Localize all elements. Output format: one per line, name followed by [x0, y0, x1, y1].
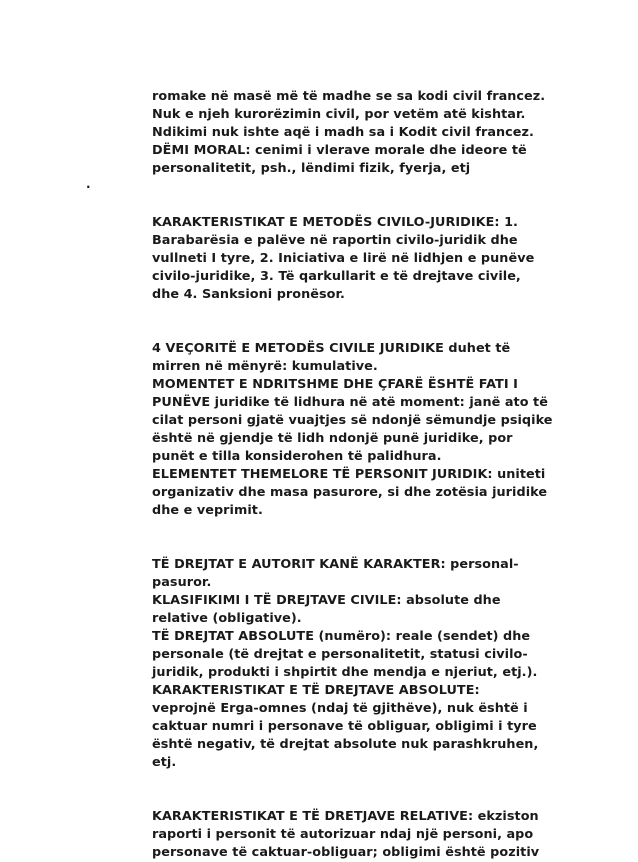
text-line: është negativ, të drejtat absolute nuk parashkruhen, — [152, 737, 539, 752]
paragraph-3 — [152, 340, 552, 520]
text-line: personale (të drejtat e personalitetit, statusi civilo- — [152, 647, 528, 662]
text-line: raporti i personit të autorizuar ndaj një personi, apo — [152, 827, 534, 842]
paragraph-4 — [152, 556, 552, 772]
text-line: personalitetit, psh., lëndimi fizik, fyerja, etj — [152, 161, 471, 176]
text-line: punët e tilla konsiderohen të palidhura. — [152, 449, 442, 464]
text-line: veprojnë Erga-omnes (ndaj të gjithëve), nuk është i — [152, 701, 528, 716]
text-line: TË DREJTAT E AUTORIT KANË KARAKTER: personal- — [152, 557, 519, 572]
text-line: juridik, produkti i shpirtit dhe mendja e njeriut, etj.). — [152, 665, 538, 680]
text-line: KLASIFIKIMI I TË DREJTAVE CIVILE: absolute dhe — [152, 593, 501, 608]
document-body — [152, 88, 552, 862]
paragraph-5 — [152, 808, 552, 862]
text-line: ELEMENTET THEMELORE TË PERSONIT JURIDIK: uniteti — [152, 467, 546, 482]
text-line: personave të caktuar-obliguar; obligimi është pozitiv — [152, 845, 540, 860]
text-line: KARAKTERISTIKAT E METODËS CIVILO-JURIDIKE: 1. — [152, 215, 518, 230]
text-line: dhe 4. Sanksioni pronësor. — [152, 287, 345, 302]
paragraph-1 — [152, 88, 552, 178]
text-line: etj. — [152, 755, 177, 770]
text-line: organizativ dhe masa pasurore, si dhe zotësia juridike — [152, 485, 548, 500]
paragraph-spacer — [152, 304, 552, 340]
text-line: Ndikimi nuk ishte aqë i madh sa i Kodit civil francez. — [152, 125, 534, 140]
text-line: vullneti I tyre, 2. Iniciativa e lirë në lidhjen e punëve — [152, 251, 535, 266]
text-line: civilo-juridike, 3. Të qarkullarit e të drejtave civile, — [152, 269, 521, 284]
text-line: KARAKTERISTIKAT E TË DREJTAVE ABSOLUTE: — [152, 683, 480, 698]
text-line: Barabarësia e palëve në raportin civilo-juridik dhe — [152, 233, 518, 248]
text-line: caktuar numri i personave të obliguar, obligimi i tyre — [152, 719, 537, 734]
paragraph-spacer — [152, 772, 552, 808]
paragraph-spacer — [152, 520, 552, 556]
text-line: pasuror. — [152, 575, 212, 590]
paragraph-spacer — [152, 178, 552, 214]
paragraph-2 — [152, 214, 552, 304]
text-line: PUNËVE juridike të lidhura në atë moment: janë ato të — [152, 395, 548, 410]
text-line: romake në masë më të madhe se sa kodi civil francez. — [152, 89, 546, 104]
text-line: dhe e veprimit. — [152, 503, 263, 518]
text-line: është në gjendje të lidh ndonjë punë juridike, por — [152, 431, 513, 446]
text-line: Nuk e njeh kurorëzimin civil, por vetëm atë kishtar. — [152, 107, 526, 122]
margin-dot-marker: · — [86, 180, 91, 194]
text-line: cilat personi gjatë vuajtjes së ndonjë sëmundje psiqike — [152, 413, 553, 428]
text-line: relative (obligative). — [152, 611, 302, 626]
text-line: 4 VEÇORITË E METODËS CIVILE JURIDIKE duhet të — [152, 341, 511, 356]
text-line: MOMENTET E NDRITSHME DHE ÇFARË ËSHTË FATI I — [152, 377, 518, 392]
text-line: mirren në mënyrë: kumulative. — [152, 359, 378, 374]
text-line: TË DREJTAT ABSOLUTE (numëro): reale (sendet) dhe — [152, 629, 531, 644]
text-line: KARAKTERISTIKAT E TË DRETJAVE RELATIVE: ekziston — [152, 809, 539, 824]
text-line: DËMI MORAL: cenimi i vlerave morale dhe ideore të — [152, 143, 527, 158]
